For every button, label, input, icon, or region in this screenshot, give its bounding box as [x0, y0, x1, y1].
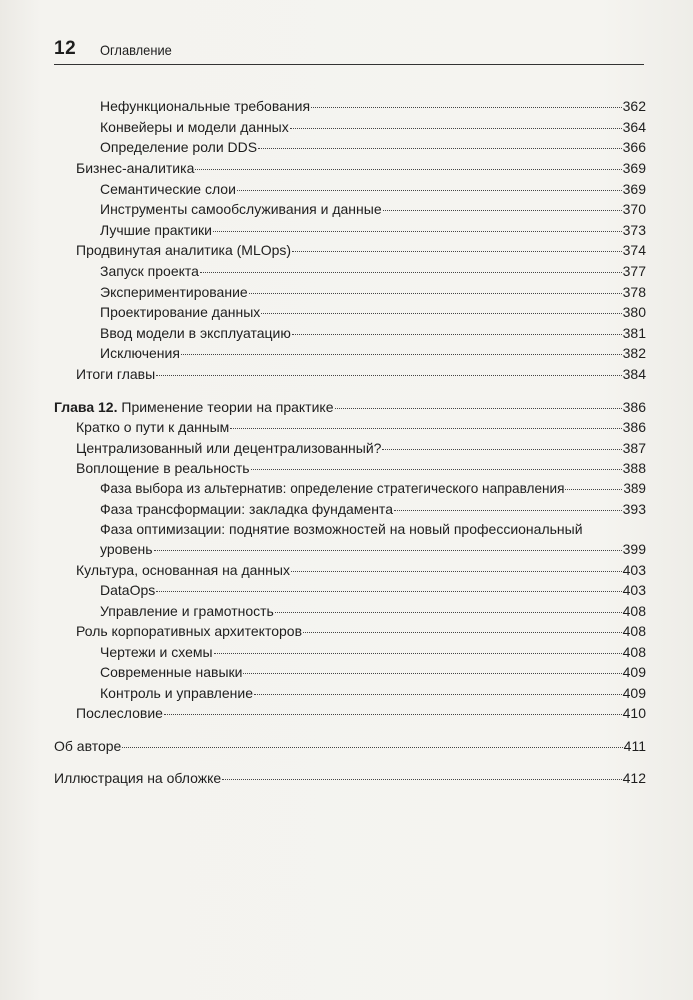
- dot-leader: [164, 714, 622, 715]
- dot-leader: [122, 747, 622, 748]
- toc-entry-page: 387: [622, 440, 646, 456]
- toc-entry[interactable]: [100, 540, 646, 558]
- toc-entry[interactable]: [100, 180, 646, 198]
- dot-leader: [291, 571, 622, 572]
- toc-entry-page: 408: [622, 603, 646, 619]
- toc-entry[interactable]: [100, 324, 646, 342]
- toc-entry-title: Современные навыки: [100, 664, 243, 680]
- dot-leader: [154, 550, 622, 551]
- toc-entry[interactable]: [100, 138, 646, 156]
- dot-leader: [214, 653, 622, 654]
- toc-entry[interactable]: [76, 704, 646, 722]
- toc-entry-title: Кратко о пути к данным: [76, 419, 230, 435]
- dot-leader: [200, 272, 622, 273]
- dot-leader: [292, 251, 622, 252]
- toc-entry-title: Проектирование данных: [100, 304, 261, 320]
- toc-entry[interactable]: [100, 303, 646, 321]
- toc-entry-page: 377: [622, 263, 646, 279]
- dot-leader: [275, 612, 622, 613]
- toc-entry-page: 386: [622, 399, 646, 415]
- toc-entry-page: 384: [622, 366, 646, 382]
- toc-entry[interactable]: [100, 684, 646, 702]
- toc-entry[interactable]: [76, 241, 646, 259]
- dot-leader: [237, 190, 622, 191]
- toc-entry[interactable]: [100, 643, 646, 661]
- toc-entry-page: 370: [622, 201, 646, 217]
- toc-chapter-entry[interactable]: [54, 398, 646, 416]
- toc-entry-page: 381: [622, 325, 646, 341]
- page-number: 12: [54, 38, 77, 59]
- toc-entry-page: 410: [622, 705, 646, 721]
- toc-entry-page: 374: [622, 242, 646, 258]
- toc-entry[interactable]: [100, 344, 646, 362]
- toc-entry-page: 411: [623, 738, 646, 754]
- toc-entry-title: Бизнес-аналитика: [76, 160, 195, 176]
- toc-entry[interactable]: [100, 97, 646, 115]
- dot-leader: [243, 673, 621, 674]
- toc-entry[interactable]: [100, 262, 646, 280]
- toc-entry-title: Воплощение в реальность: [76, 460, 250, 476]
- toc-entry-page: 364: [622, 119, 646, 135]
- toc-entry[interactable]: [76, 561, 646, 579]
- toc-entry-title: Продвинутая аналитика (MLOps): [76, 242, 292, 258]
- toc-entry-title: Культура, основанная на данных: [76, 562, 290, 578]
- dot-leader: [394, 510, 622, 511]
- dot-leader: [213, 231, 622, 232]
- toc-entry-title: Об авторе: [54, 738, 122, 754]
- toc-entry-page: 388: [622, 460, 646, 476]
- toc-entry-page: 380: [622, 304, 646, 320]
- toc-entry-title: Централизованный или децентрализованный?: [76, 440, 382, 456]
- dot-leader: [249, 293, 622, 294]
- toc-entry[interactable]: [100, 283, 646, 301]
- dot-leader: [261, 313, 621, 314]
- dot-leader: [311, 107, 622, 108]
- toc-entry[interactable]: [100, 118, 646, 136]
- toc-entry[interactable]: [100, 500, 646, 518]
- dot-leader: [181, 354, 622, 355]
- header-rule: [54, 64, 644, 65]
- toc-entry[interactable]: [76, 459, 646, 477]
- toc-entry[interactable]: [100, 480, 646, 498]
- toc-entry[interactable]: [100, 200, 646, 218]
- toc-entry-page: 409: [622, 664, 646, 680]
- toc-entry-page: 366: [622, 139, 646, 155]
- toc-entry-page: 369: [622, 160, 646, 176]
- toc-entry-title: Послесловие: [76, 705, 163, 721]
- dot-leader: [335, 408, 622, 409]
- toc-entry-title: Чертежи и схемы: [100, 644, 213, 660]
- dot-leader: [222, 779, 621, 780]
- dot-leader: [382, 449, 621, 450]
- toc-entry-page: 373: [622, 222, 646, 238]
- toc-entry-title: Контроль и управление: [100, 685, 253, 701]
- toc-entry-page: 403: [622, 562, 646, 578]
- toc-entry-title: Нефункциональные требования: [100, 98, 311, 114]
- chapter-number: Глава 12.: [54, 399, 118, 415]
- toc-entry-page: 369: [622, 181, 646, 197]
- dot-leader: [303, 632, 622, 633]
- toc-entry-title: Ввод модели в эксплуатацию: [100, 325, 291, 341]
- toc-entry-title-line1: Фаза оптимизации: поднятие возможностей на новый профессиональный: [100, 521, 583, 537]
- toc-entry[interactable]: [76, 159, 646, 177]
- toc-entry-page: 403: [622, 582, 646, 598]
- running-title: Оглавление: [100, 42, 172, 58]
- toc-entry-page: 408: [622, 623, 646, 639]
- toc-entry-page: 378: [622, 284, 646, 300]
- toc-entry[interactable]: [76, 365, 646, 383]
- dot-leader: [565, 489, 622, 490]
- toc-entry[interactable]: [100, 663, 646, 681]
- toc-entry-title: уровень: [100, 541, 153, 557]
- toc-entry-title: DataOps: [100, 582, 156, 598]
- toc-entry-title: Конвейеры и модели данных: [100, 119, 289, 135]
- toc-entry-title: Фаза трансформации: закладка фундамента: [100, 501, 393, 517]
- toc-entry-title: Лучшие практики: [100, 222, 212, 238]
- toc-entry-title: Экспериментирование: [100, 284, 248, 300]
- toc-entry-title: Иллюстрация на обложке: [54, 770, 222, 786]
- toc-entry-page: 393: [622, 501, 646, 517]
- toc-entry-title: Запуск проекта: [100, 263, 199, 279]
- dot-leader: [230, 428, 621, 429]
- toc-entry[interactable]: [54, 769, 646, 787]
- toc-entry-title: Семантические слои: [100, 181, 236, 197]
- dot-leader: [195, 169, 621, 170]
- toc-entry-title: Определение роли DDS: [100, 139, 258, 155]
- toc-entry-title: Итоги главы: [76, 366, 156, 382]
- toc-entry-page: 412: [622, 770, 646, 786]
- chapter-title: Применение теории на практике: [121, 399, 334, 415]
- toc-entry-page: 386: [622, 419, 646, 435]
- dot-leader: [156, 375, 621, 376]
- dot-leader: [251, 469, 622, 470]
- toc-entry[interactable]: [100, 602, 646, 620]
- toc-entry[interactable]: [100, 221, 646, 239]
- toc-entry[interactable]: [76, 439, 646, 457]
- dot-leader: [254, 694, 622, 695]
- toc-entry-page: 409: [622, 685, 646, 701]
- toc-entry-title: [54, 398, 334, 416]
- toc-entry[interactable]: [54, 737, 646, 755]
- dot-leader: [292, 334, 622, 335]
- running-header: [54, 36, 644, 64]
- toc-entry-page: 399: [622, 541, 646, 557]
- toc-entry-page: 408: [622, 644, 646, 660]
- toc-entry-title: Управление и грамотность: [100, 603, 274, 619]
- toc-entry-title: Фаза выбора из альтернатив: определение стратегического направления: [100, 481, 565, 496]
- toc-entry-page: 382: [622, 345, 646, 361]
- toc-entry[interactable]: [76, 418, 646, 436]
- toc-entry-title: Роль корпоративных архитекторов: [76, 623, 303, 639]
- toc-entry[interactable]: [100, 581, 646, 599]
- toc-entry-page: 389: [623, 481, 646, 496]
- toc-entry-title: Инструменты самообслуживания и данные: [100, 201, 382, 217]
- toc-entry[interactable]: [76, 622, 646, 640]
- dot-leader: [156, 591, 621, 592]
- toc-entry-title: Исключения: [100, 345, 180, 361]
- toc-entry-page: 362: [622, 98, 646, 114]
- dot-leader: [383, 210, 622, 211]
- dot-leader: [258, 148, 622, 149]
- dot-leader: [290, 128, 622, 129]
